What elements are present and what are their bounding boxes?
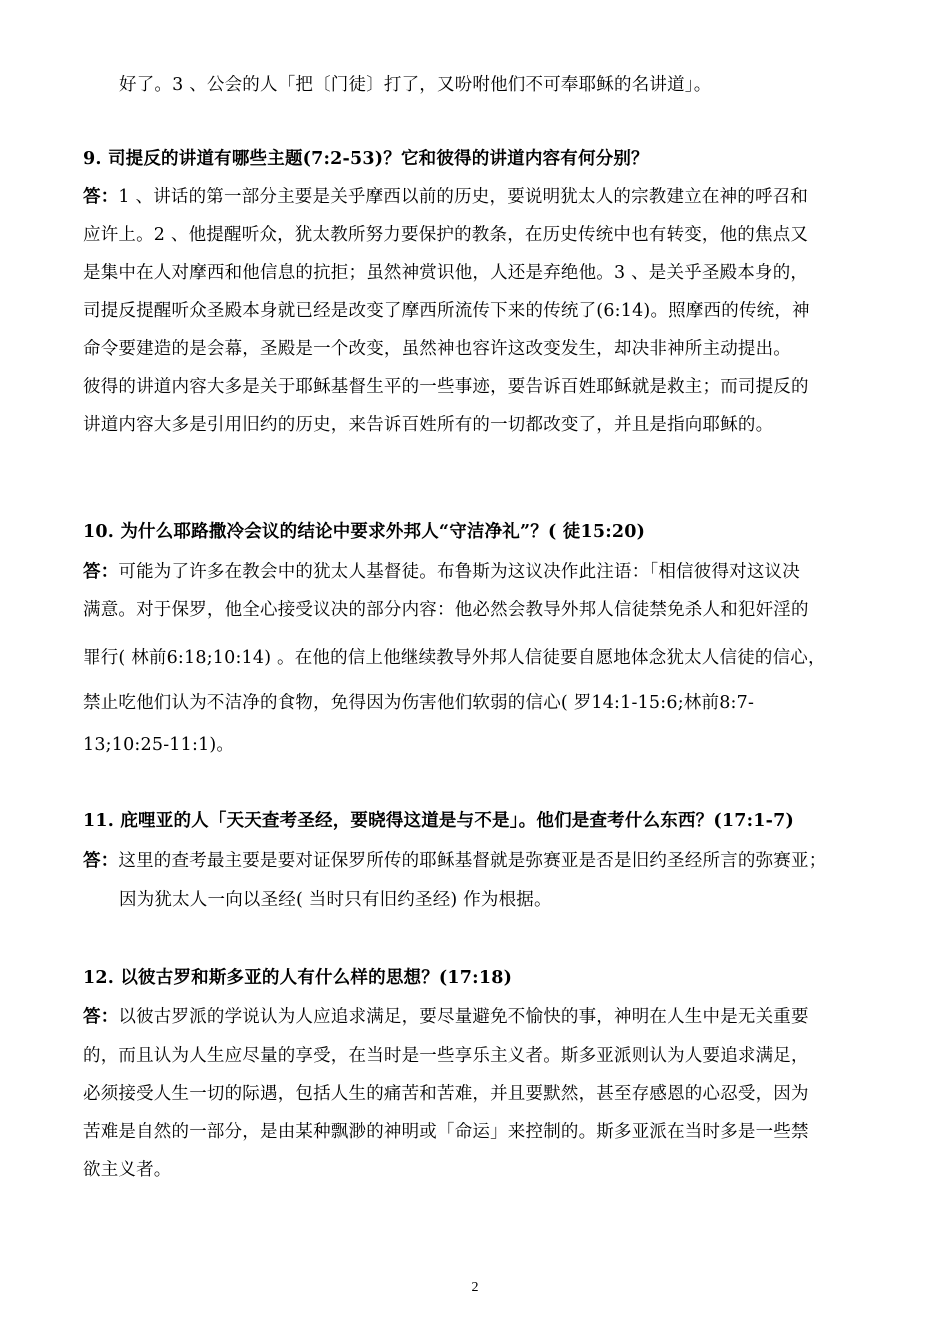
answer-label: 答：: [83, 562, 119, 582]
answer-10-line-1: 答：可能为了许多在教会中的犹太人基督徒。布鲁斯为这议决作此注语：「相信彼得对这议决: [83, 562, 800, 582]
answer-9-line-7: 讲道内容大多是引用旧约的历史，来告诉百姓所有的一切都改变了，并且是指向耶稣的。: [83, 415, 774, 435]
answer-9-line-6: 彼得的讲道内容大多是关于耶稣基督生平的一些事迹，要告诉百姓耶稣就是救主；而司提反的: [83, 377, 809, 397]
page-number: 2: [471, 1280, 479, 1295]
answer-11-line-2: 因为犹太人一向以圣经( 当时只有旧约圣经) 作为根据。: [119, 890, 552, 910]
answer-12-line-4: 苦难是自然的一部分，是由某种飘渺的神明或「命运」来控制的。斯多亚派在当时多是一些禁: [83, 1122, 809, 1142]
answer-9-line-5: 命令要建造的是会幕，圣殿是一个改变，虽然神也容许这改变发生，却决非神所主动提出。: [83, 339, 791, 359]
answer-10-line-3: 罪行( 林前6:18;10:14) 。在他的信上他继续教导外邦人信徒要自愿地体念犹太人信徒的信心，: [83, 648, 826, 668]
answer-label: 答：: [83, 1007, 119, 1027]
answer-12-line-5: 欲主义者。: [83, 1160, 172, 1180]
answer-label: 答：: [83, 187, 119, 207]
answer-10-line-5: 13;10:25-11:1)。: [83, 735, 235, 755]
question-11: 11. 庇哩亚的人「天天查考圣经，要晓得这道是与不是」。他们是查考什么东西？(17:1-7): [83, 811, 794, 831]
answer-12-line-1: 答：以彼古罗派的学说认为人应追求满足，要尽量避免不愉快的事，神明在人生中是无关重要: [83, 1007, 809, 1027]
answer-12-line-2: 的，而且认为人生应尽量的享受，在当时是一些享乐主义者。斯多亚派则认为人要追求满足，: [83, 1046, 809, 1066]
answer-10-line-4: 禁止吃他们认为不洁净的食物，免得因为伤害他们软弱的信心( 罗14:1-15:6;林前8:7-: [83, 693, 755, 713]
question-10: 10. 为什么耶路撒冷会议的结论中要求外邦人“守洁净礼”？( 徒15:20): [83, 522, 646, 542]
carry-over-text: 好了。3 、公会的人「把〔门徒〕打了，又吩咐他们不可奉耶稣的名讲道」。: [119, 75, 712, 95]
answer-12-line-3: 必须接受人生一切的际遇，包括人生的痛苦和苦难，并且要默然，甚至存感恩的心忍受，因为: [83, 1084, 809, 1104]
answer-9-line-4: 司提反提醒听众圣殿本身就已经是改变了摩西所流传下来的传统了(6:14)。照摩西的传统，神: [83, 301, 810, 321]
answer-9-line-3: 是集中在人对摩西和他信息的抗拒；虽然神赏识他，人还是弃绝他。3 、是关乎圣殿本身的，: [83, 263, 809, 283]
answer-10-line-2: 满意。对于保罗，他全心接受议决的部分内容：他必然会教导外邦人信徒禁免杀人和犯奸淫的: [83, 600, 809, 620]
question-9: 9. 司提反的讲道有哪些主题(7:2-53)？它和彼得的讲道内容有何分别？: [83, 149, 649, 169]
answer-9-line-1: 答：1 、讲话的第一部分主要是关乎摩西以前的历史，要说明犹太人的宗教建立在神的呼召和: [83, 187, 809, 207]
question-12: 12. 以彼古罗和斯多亚的人有什么样的思想？(17:18): [83, 968, 513, 988]
answer-11-line-1: 答：这里的查考最主要是要对证保罗所传的耶稣基督就是弥赛亚是否是旧约圣经所言的弥赛亚；: [83, 851, 827, 871]
answer-label: 答：: [83, 851, 119, 871]
answer-9-line-2: 应许上。2 、他提醒听众，犹太教所努力要保护的教条，在历史传统中也有转变，他的焦点又: [83, 225, 809, 245]
